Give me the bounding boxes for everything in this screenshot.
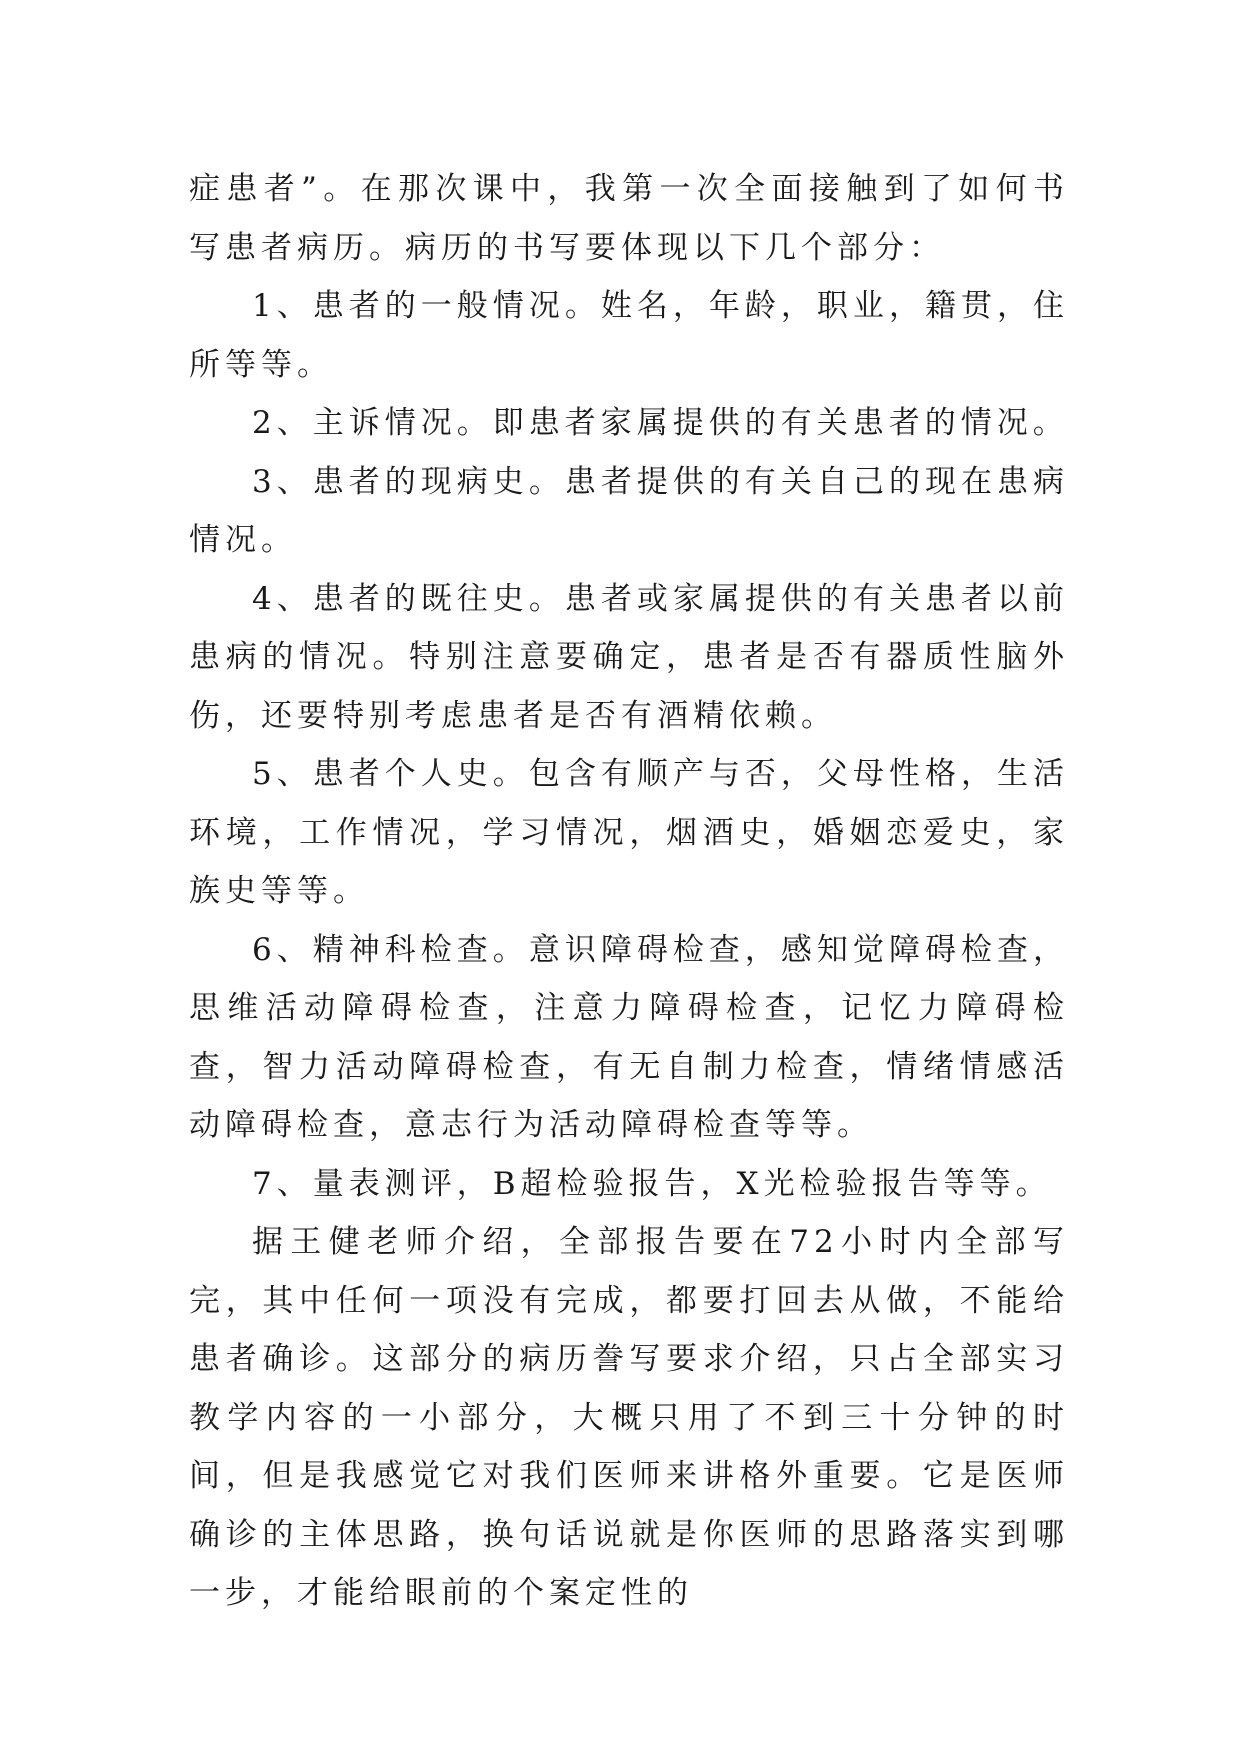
paragraph-item-7: 7、量表测评，B超检验报告，X光检验报告等等。 (252, 1165, 1052, 1202)
paragraph-item-6: 6、精神科检查。意识障碍检查，感知觉障碍检查，思维活动障碍检查，注意力障碍检查，记忆力障碍检查，智力活动障碍检查，有无自制力检查，情绪情感活动障碍检查，意志行为活动障碍检查等等。 (189, 931, 1069, 1143)
paragraph-item-1: 1、患者的一般情况。姓名，年龄，职业，籍贯，住所等等。 (189, 288, 1069, 383)
paragraph-summary: 据王健老师介绍，全部报告要在72小时内全部写完，其中任何一项没有完成，都要打回去从做，不能给患者确诊。这部分的病历誊写要求介绍，只占全部实习教学内容的一小部分，大概只用了不到三十分钟的时间，但是我感觉它对我们医师来讲格外重要。它是医师确诊的主体思路，换句话说就是你医师的思路落实到哪一步，才能给眼前的个案定性的 (189, 1224, 1069, 1611)
body-text (189, 160, 1069, 1623)
paragraph-continuation: 症患者”。在那次课中，我第一次全面接触到了如何书写患者病历。病历的书写要体现以下几个部分： (189, 171, 1069, 266)
paragraph-item-2: 2、主诉情况。即患者家属提供的有关患者的情况。 (252, 405, 1069, 441)
paragraph-item-4: 4、患者的既往史。患者或家属提供的有关患者以前患病的情况。特别注意要确定，患者是否有器质性脑外伤，还要特别考虑患者是否有酒精依赖。 (189, 580, 1069, 734)
paragraph-item-3: 3、患者的现病史。患者提供的有关自己的现在患病情况。 (189, 463, 1069, 558)
paragraph-item-5: 5、患者个人史。包含有顺产与否，父母性格，生活环境，工作情况，学习情况，烟酒史，婚姻恋爱史，家族史等等。 (189, 756, 1069, 909)
